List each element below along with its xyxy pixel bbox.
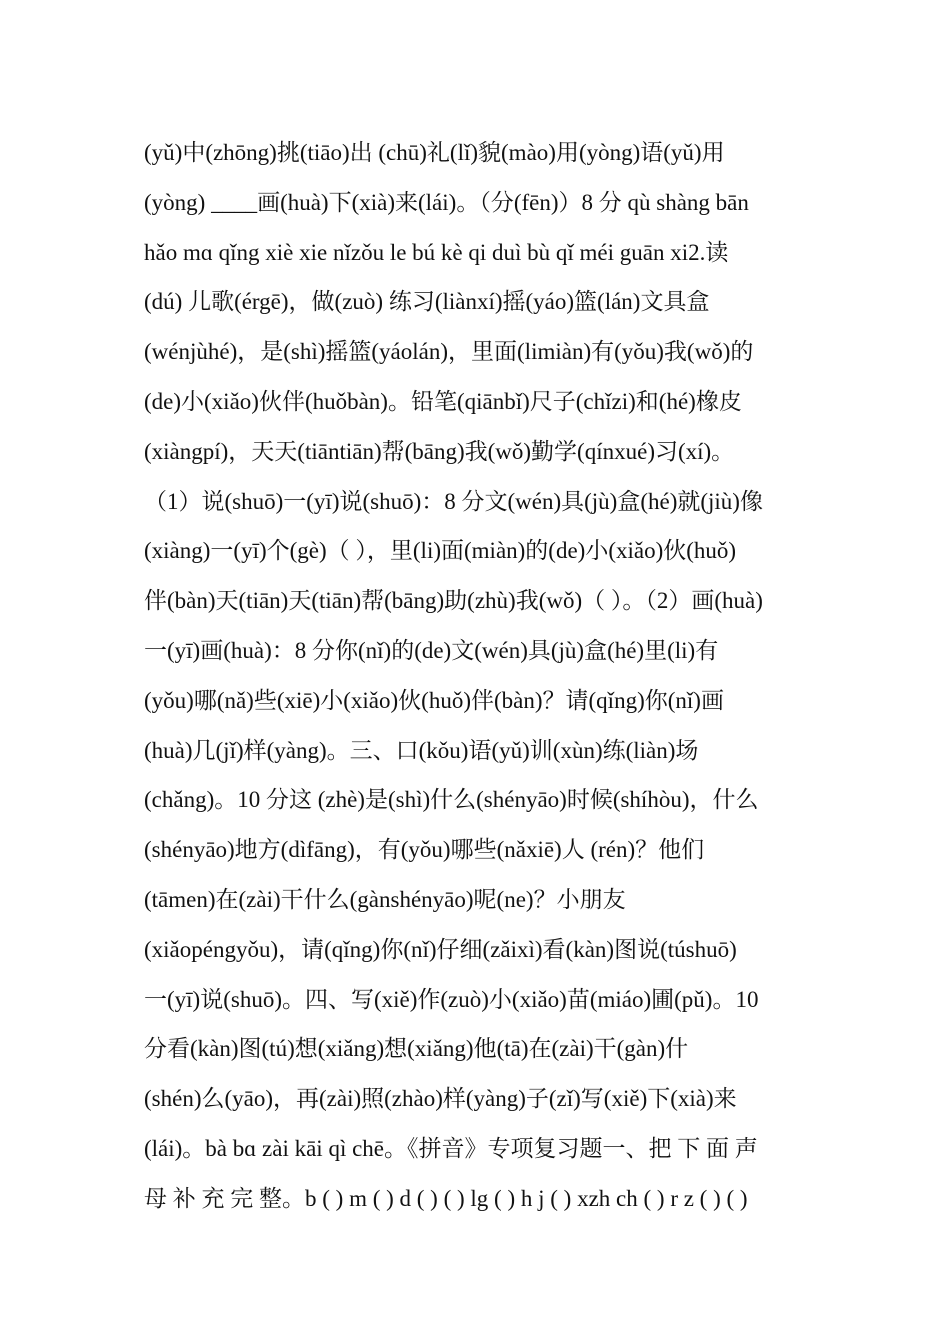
text-line: (yǔ)中(zhōng)挑(tiāo)出 (chū)礼(lǐ)貌(mào)用(yòng)语(yǔ)用 bbox=[144, 140, 725, 165]
text-line: (xiǎopéngyǒu)，请(qǐng)你(nǐ)仔细(zǎixì)看(kàn)图说(túshuō) bbox=[144, 936, 737, 962]
text-line: (lái)。bà bɑ zài kāi qì chē。《拼音》专项复习题一、把 下 面 声 bbox=[144, 1135, 758, 1161]
text-line: (yòng) ____画(huà)下(xià)来(lái)。（分(fēn)）8 分 qù shàng bān bbox=[144, 189, 749, 215]
text-line: 分看(kàn)图(tú)想(xiǎng)想(xiǎng)他(tā)在(zài)干(gàn)什 bbox=[144, 1036, 689, 1062]
text-line: (de)小(xiǎo)伙伴(huǒbàn)。铅笔(qiānbǐ)尺子(chǐzi)和(hé)橡皮 bbox=[144, 388, 742, 414]
text-line: 伴(bàn)天(tiān)天(tiān)帮(bāng)助(zhù)我(wǒ)（ ）。（2）画(huà) bbox=[144, 588, 763, 614]
text-line: （1）说(shuō)一(yī)说(shuō)：8 分文(wén)具(jù)盒(hé)就(jiù)像 bbox=[144, 488, 763, 514]
text-line: (huà)几(jǐ)样(yàng)。三、口(kǒu)语(yǔ)训(xùn)练(liàn)场 bbox=[144, 737, 699, 763]
text-line: (xiàngpí)，天天(tiāntiān)帮(bāng)我(wǒ)勤学(qínxué)习(xí)。 bbox=[144, 438, 735, 464]
text-line: (xiàng)一(yī)个(gè)（ ），里(li)面(miàn)的(de)小(xiǎo)伙(huǒ) bbox=[144, 538, 737, 564]
text-line: (wénjùhé)，是(shì)摇篮(yáolán)，里面(limiàn)有(yǒu)我(wǒ)的 bbox=[144, 339, 754, 365]
text-line: 一(yī)说(shuō)。四、写(xiě)作(zuò)小(xiǎo)苗(miáo)圃(pǔ)。10 bbox=[144, 986, 759, 1012]
body-text bbox=[144, 128, 814, 1224]
text-line: 一(yī)画(huà)：8 分你(nǐ)的(de)文(wén)具(jù)盒(hé)里(li)有 bbox=[144, 637, 719, 663]
text-line: (shényāo)地方(dìfāng)，有(yǒu)哪些(nǎxiē)人 (rén)？他们 bbox=[144, 837, 705, 863]
text-line: 母 补 充 完 整。b ( ) m ( ) d ( ) ( ) lg ( ) h j ( ) xzh ch ( ) r z ( ) ( ) bbox=[144, 1185, 748, 1211]
text-line: (dú) 儿歌(érgē)，做(zuò) 练习(liànxí)摇(yáo)篮(lán)文具盒 bbox=[144, 289, 710, 315]
text-line: (chǎng)。10 分这 (zhè)是(shì)什么(shényāo)时候(shíhòu)，什么 bbox=[144, 787, 759, 813]
text-line: hǎo mɑ qǐng xiè xie nǐzǒu le bú kè qi duì bù qǐ méi guān xi2.读 bbox=[144, 239, 729, 265]
text-line: (shén)么(yāo)，再(zài)照(zhào)样(yàng)子(zǐ)写(xiě)下(xià)来 bbox=[144, 1086, 737, 1112]
text-line: (yǒu)哪(nǎ)些(xiē)小(xiǎo)伙(huǒ)伴(bàn)？请(qǐng)你(nǐ)画 bbox=[144, 687, 724, 713]
text-line: (tāmen)在(zài)干什么(gànshényāo)呢(ne)？小朋友 bbox=[144, 886, 626, 912]
